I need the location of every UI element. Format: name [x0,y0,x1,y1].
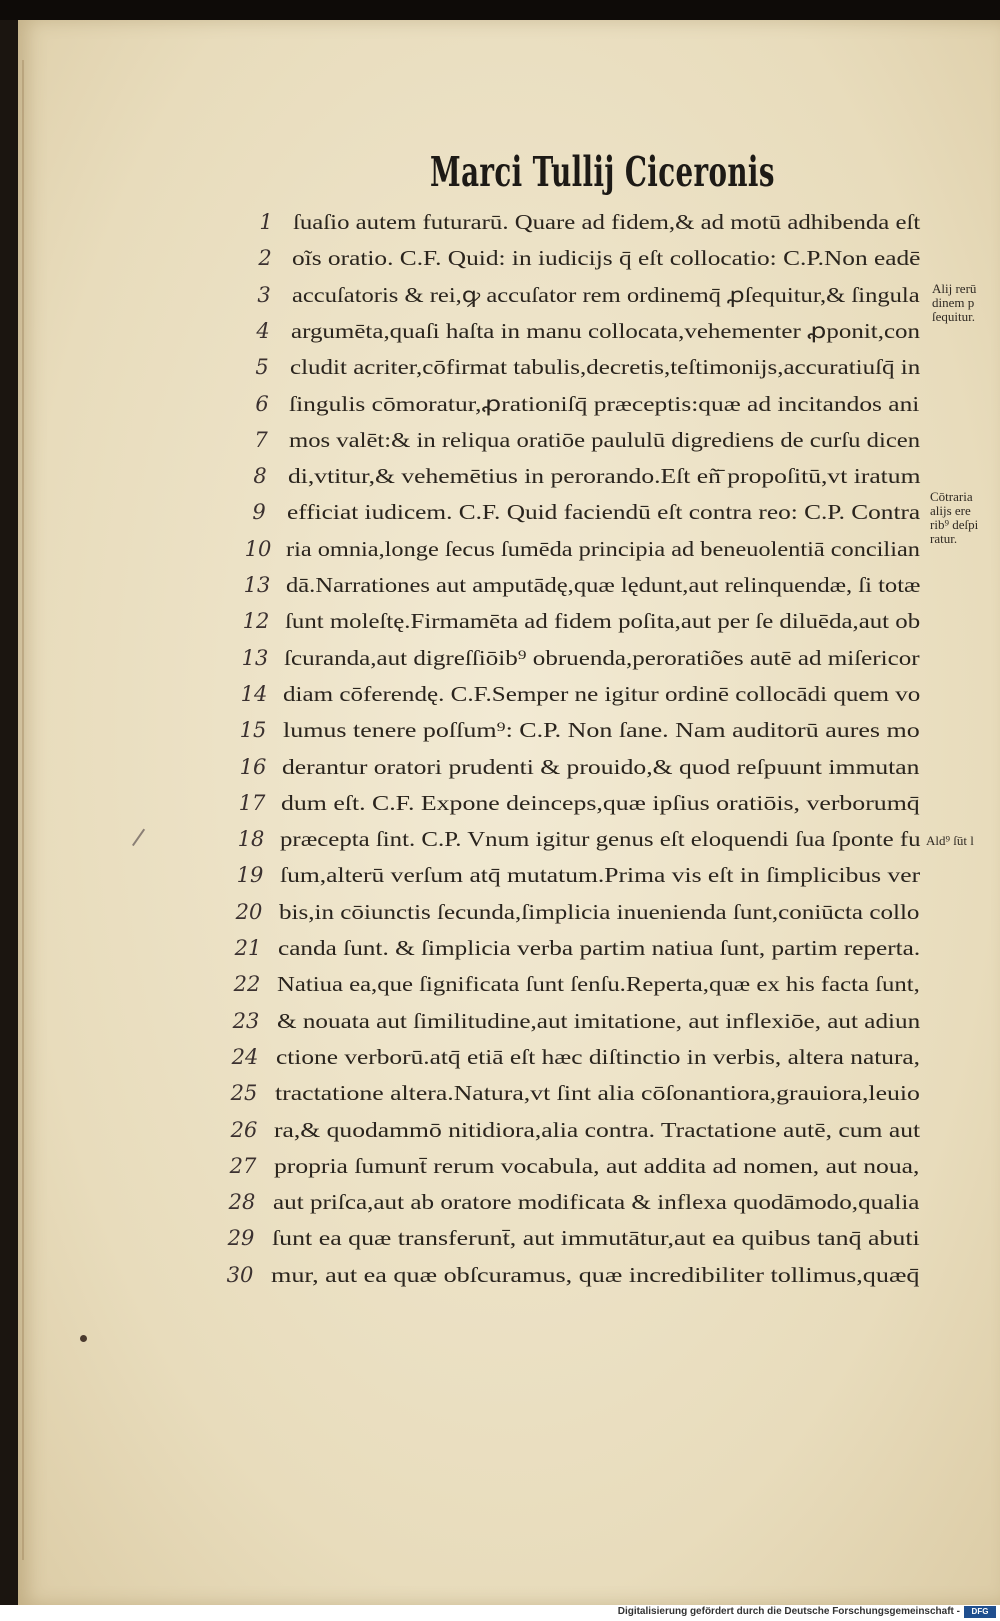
text-line: canda ſunt. & ſimplicia verba partim natiua ſunt, partim reperta. [278,936,921,960]
handwritten-line-number: 29 [227,1226,255,1250]
text-line: præcepta ſint. C.P. Vnum igitur genus eſt eloquendi ſua ſponte fu [280,827,921,851]
text-line: bis,in cōiunctis ſecunda,ſimplicia inuenienda ſunt,coniūcta collo [279,900,920,924]
page-fold-shadow [22,60,24,1560]
text-line: cludit acriter,cōfirmat tabulis,decretis,teſtimonijs,accuratiuſq̄ in [290,355,921,379]
handwritten-line-number: 8 [253,464,267,488]
text-line: ra,& quodammō nitidiora,alia contra. Tractatione autē, cum aut [274,1118,921,1142]
marginal-gloss-3: Ald⁹ ſūt l [926,833,974,848]
text-line: oĩs oratio. C.F. Quid: in iudicijs q̄ eſt collocatio: C.P.Non eadē [292,246,921,270]
text-line: & nouata aut ſimilitudine,aut imitatione, aut inflexiōe, aut adiun [277,1009,921,1033]
handwritten-line-number: 15 [239,718,267,742]
text-line: ria omnia,longe ſecus ſumēda principia ad beneuolentiā concilian [286,537,920,561]
text-line: accuſatoris & rei,ꝙ accuſator rem ordinemq̄ ꝓſequitur,& ſingula [292,283,920,307]
handwritten-line-number: 26 [230,1118,258,1142]
handwritten-line-number: 4 [256,319,270,343]
text-line: Natiua ea,que ſignificata ſunt ſenſu.Reperta,quæ ex his facta ſunt, [277,972,920,996]
text-line: dum eſt. C.F. Expone deinceps,quæ ipſius oratiōis, verborumq̄ [281,791,920,815]
text-line: tractatione altera.Natura,vt ſint alia cōſonantiora,grauiora,leuio [275,1081,920,1105]
text-line: ſingulis cōmoratur,ꝓrationiſq̄ præceptis:quæ ad incitandos ani [289,392,920,416]
text-line: propria ſumunt̄ rerum vocabula, aut addita ad nomen, aut noua, [274,1154,920,1178]
handwritten-line-number: 10 [244,537,272,561]
handwritten-line-number: 17 [238,791,266,815]
text-line: ſunt ea quæ transferunt̄, aut immutātur,aut ea quibus tanq̄ abuti [272,1226,920,1250]
handwritten-line-number: 14 [240,682,268,706]
handwritten-line-number: 24 [231,1045,259,1069]
digitization-credit: Digitalisierung gefördert durch die Deutsche Forschungsgemeinschaft - [617,1606,960,1617]
handwritten-line-number: 22 [233,972,261,996]
handwritten-line-number: 28 [228,1190,256,1214]
text-line: efficiat iudicem. C.F. Quid faciendū eſt contra reo: C.P. Contra [287,500,921,524]
marginal-gloss-2: Cōtraria alijs ere rib⁹ deſpi ratur. [930,489,979,546]
handwritten-line-number: 6 [255,392,269,416]
text-line: dā.Narrationes aut amputādę,quæ lędunt,aut relinquendæ, ſi totæ [286,573,921,597]
text-line: ſuaſio autem futurarū. Quare ad fidem,& ad motū adhibenda eſt [293,210,921,234]
handwritten-line-number: 21 [234,936,262,960]
handwritten-line-number: 3 [257,283,271,307]
scan-top-border [0,0,1000,20]
running-head: Marci Tullij Ciceronis [430,148,775,197]
handwritten-line-number: 9 [252,500,266,524]
handwritten-line-number: 27 [229,1154,257,1178]
handwritten-line-number: 13 [243,573,271,597]
text-line: lumus tenere poſſum⁹: C.P. Non ſane. Nam auditorū aures mo [283,718,920,742]
handwritten-line-number: 19 [236,863,264,887]
handwritten-line-number: 25 [230,1081,258,1105]
handwritten-line-number: 23 [232,1009,260,1033]
text-line: ctione verborū.atq̄ etiā eſt hæc diſtinctio in verbis, altera natura, [276,1045,921,1069]
text-line: di,vtitur,& vehemētius in perorando.Eſt eñ̄ propoſitū,vt iratum [288,464,921,488]
handwritten-line-number: 13 [241,646,269,670]
marginal-gloss-1: Alij rerū dinem p ſequitur. [932,281,977,324]
text-line: aut priſca,aut ab oratore modificata & inflexa quodāmodo,qualia [273,1190,920,1214]
handwritten-line-number: 18 [237,827,265,851]
handwritten-line-number: 30 [226,1263,254,1287]
handwritten-line-number: 7 [254,428,268,452]
dfg-logo: DFG [964,1606,996,1618]
handwritten-line-number: 2 [258,246,272,270]
handwritten-line-number: 5 [255,355,269,379]
text-line: ſunt moleſtę.Firmamēta ad fidem poſita,aut per ſe diluēda,aut ob [285,609,921,633]
text-line: mur, aut ea quæ obſcuramus, quæ incredibiliter tollimus,quæq̄ [271,1263,920,1287]
handwritten-line-number: 12 [242,609,270,633]
text-line: mos valēt:& in reliqua oratiōe paululū digrediens de curſu dicen [289,428,921,452]
handwritten-line-number: 16 [239,755,267,779]
text-line: argumēta,quaſi haſta in manu collocata,vehementer ꝓponit,con [291,319,921,343]
text-line: ſum,alterū verſum atq̄ mutatum.Prima vis eſt in ſimplicibus ver [280,863,921,887]
handwritten-line-number: 1 [259,210,273,234]
text-line: derantur oratori prudenti & prouido,& quod reſpuunt immutan [282,755,920,779]
text-line: ſcuranda,aut digreſſiōib⁹ obruenda,peroratiões autē ad miſericor [284,646,920,670]
ink-spot [80,1335,87,1342]
handwritten-line-number: 20 [235,900,263,924]
text-line: diam cōferendę. C.F.Semper ne igitur ordinē collocādi quem vo [283,682,921,706]
